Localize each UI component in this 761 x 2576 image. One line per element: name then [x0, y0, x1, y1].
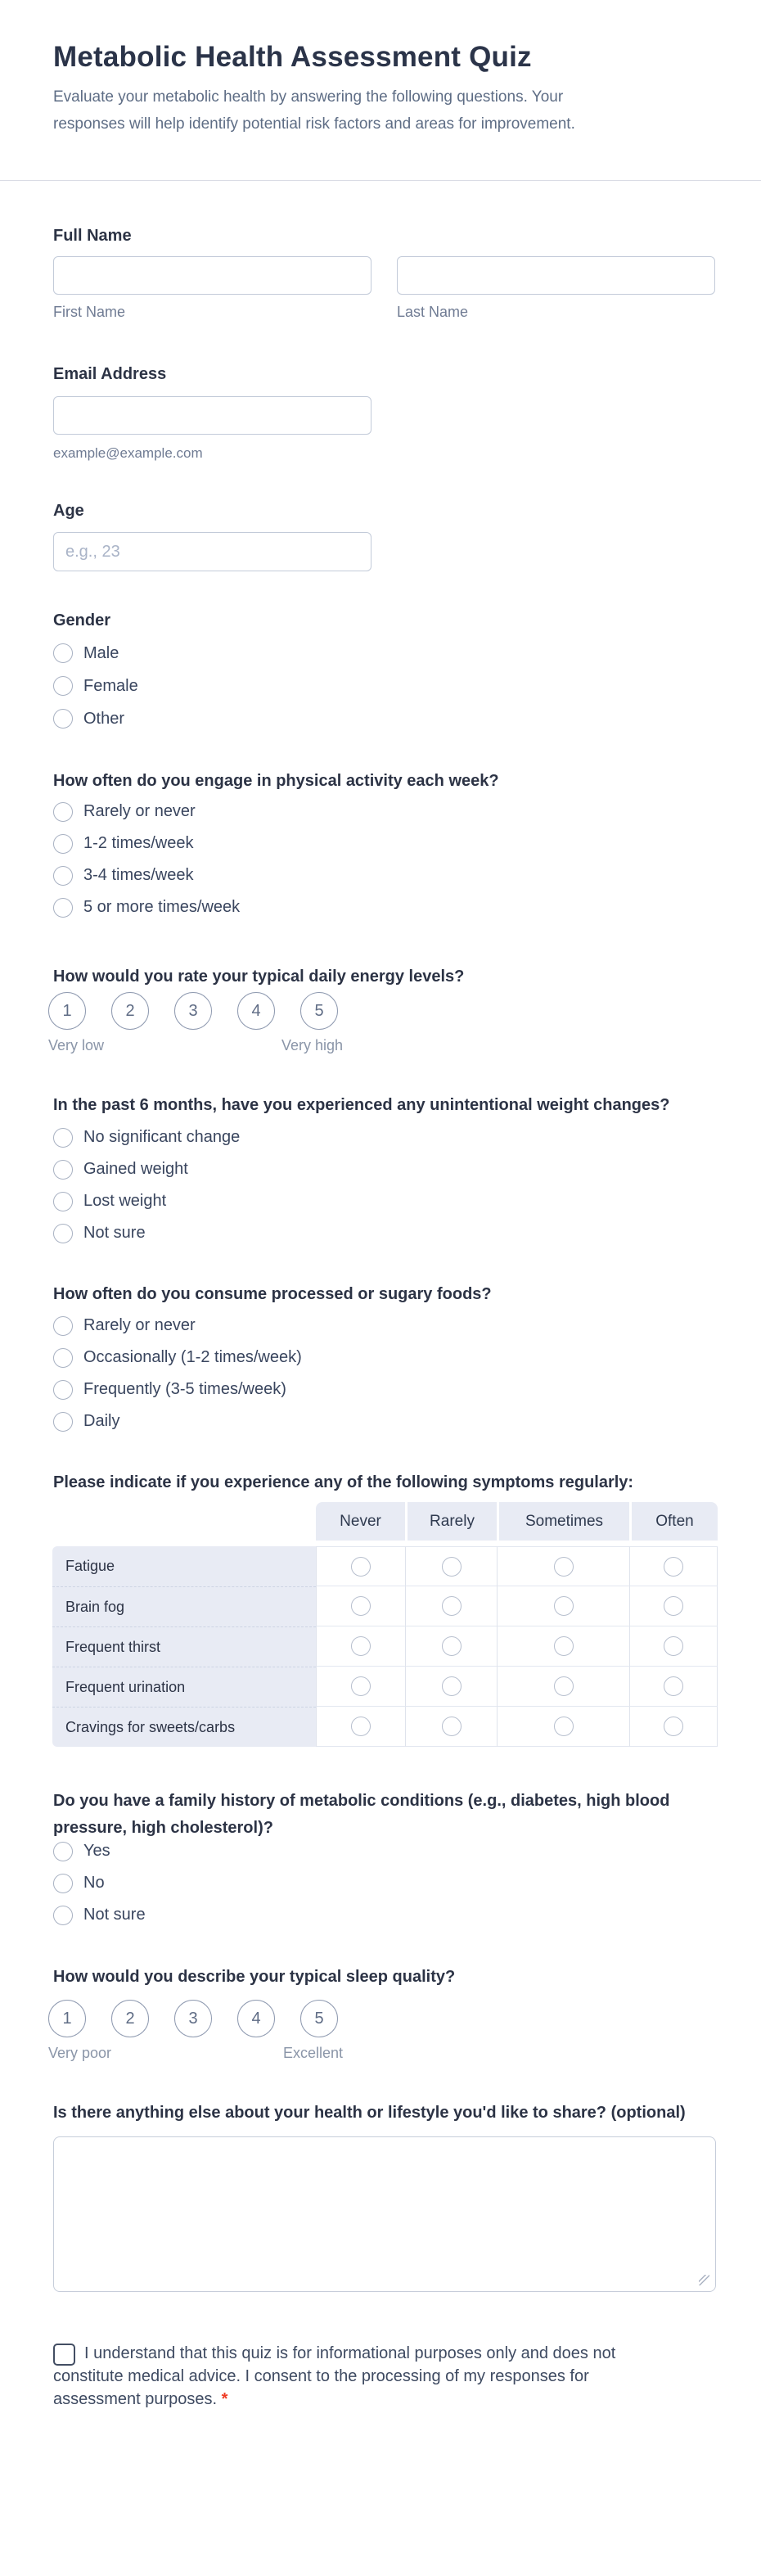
- radio-button-icon[interactable]: [53, 676, 73, 696]
- radio-button-icon[interactable]: [53, 1906, 73, 1925]
- header-divider: [0, 180, 761, 181]
- full-name-label: Full Name: [53, 227, 132, 245]
- radio-button-icon[interactable]: [53, 1348, 73, 1368]
- share-textarea[interactable]: [53, 2136, 716, 2292]
- matrix-cell-fatigue-sometimes[interactable]: [497, 1546, 629, 1586]
- textarea-resize-handle-icon[interactable]: [699, 2275, 709, 2285]
- radio-button-icon[interactable]: [554, 1717, 574, 1736]
- matrix-cell-brainfog-sometimes[interactable]: [497, 1586, 629, 1626]
- radio-button-icon[interactable]: [664, 1636, 683, 1656]
- activity-options: [53, 796, 240, 923]
- activity-option-1-2[interactable]: [53, 828, 240, 859]
- radio-button-icon[interactable]: [664, 1557, 683, 1577]
- radio-button-icon[interactable]: [442, 1557, 462, 1577]
- matrix-cell-thirst-never[interactable]: [316, 1626, 405, 1667]
- matrix-row-label: Frequent urination: [52, 1667, 316, 1707]
- sleep-question: How would you describe your typical sleep quality?: [53, 1968, 456, 1986]
- gender-option-other[interactable]: [53, 702, 138, 735]
- weight-option-no-change[interactable]: [53, 1121, 240, 1153]
- email-label: Email Address: [53, 365, 167, 383]
- option-label[interactable]: Yes: [83, 1842, 110, 1860]
- last-name-sublabel: Last Name: [397, 304, 469, 320]
- first-name-input[interactable]: [53, 256, 371, 295]
- sleep-scale-2[interactable]: [111, 2000, 149, 2037]
- email-sublabel: example@example.com: [53, 445, 203, 461]
- radio-button-icon[interactable]: [351, 1596, 371, 1616]
- matrix-cell-cravings-sometimes[interactable]: [497, 1707, 629, 1747]
- option-label[interactable]: 3-4 times/week: [83, 866, 194, 884]
- matrix-cell-brainfog-never[interactable]: [316, 1586, 405, 1626]
- matrix-row-label: Brain fog: [52, 1586, 316, 1626]
- matrix-cell-thirst-often[interactable]: [629, 1626, 718, 1667]
- activity-option-5-more[interactable]: [53, 891, 240, 923]
- matrix-cell-fatigue-often[interactable]: [629, 1546, 718, 1586]
- option-label[interactable]: Daily: [83, 1412, 120, 1430]
- option-label[interactable]: No: [83, 1874, 105, 1892]
- page-description: Evaluate your metabolic health by answering the following questions. Your responses will help identify potential risk factors and areas for improvement.: [53, 88, 575, 133]
- radio-button-icon[interactable]: [664, 1717, 683, 1736]
- sugary-question: How often do you consume processed or sugary foods?: [53, 1285, 492, 1303]
- scale-number: 3: [188, 2009, 198, 2028]
- matrix-cell-thirst-rarely[interactable]: [405, 1626, 497, 1667]
- sugary-option-rarely[interactable]: [53, 1310, 302, 1342]
- option-label[interactable]: Gained weight: [83, 1160, 188, 1178]
- option-label[interactable]: No significant change: [83, 1128, 241, 1146]
- sleep-scale-3[interactable]: [174, 2000, 212, 2037]
- symptoms-matrix-table: [52, 1502, 718, 1747]
- age-label: Age: [53, 502, 84, 520]
- scale-number: 1: [62, 1001, 72, 1020]
- scale-number: 4: [251, 1001, 261, 1020]
- radio-button-icon[interactable]: [554, 1636, 574, 1656]
- family-option-no[interactable]: [53, 1867, 146, 1899]
- gender-options: [53, 637, 138, 735]
- consent-label[interactable]: [53, 2342, 646, 2411]
- consent-checkbox[interactable]: [53, 2344, 75, 2366]
- sleep-scale-labels: [48, 2045, 343, 2062]
- matrix-col-header: Rarely: [405, 1502, 497, 1541]
- weight-option-lost[interactable]: [53, 1185, 240, 1217]
- last-name-input[interactable]: [397, 256, 715, 295]
- age-input[interactable]: [53, 532, 371, 571]
- energy-question: How would you rate your typical daily energy levels?: [53, 968, 465, 986]
- family-question: Do you have a family history of metabolic conditions (e.g., diabetes, high blood pressure, high cholesterol)?: [53, 1792, 670, 1837]
- matrix-col-header: Often: [629, 1502, 718, 1541]
- radio-button-icon[interactable]: [53, 1380, 73, 1400]
- option-label[interactable]: Female: [83, 676, 138, 695]
- matrix-row-label: Cravings for sweets/carbs: [52, 1707, 316, 1747]
- radio-button-icon[interactable]: [442, 1596, 462, 1616]
- radio-button-icon[interactable]: [53, 866, 73, 886]
- scale-number: 1: [62, 2009, 72, 2028]
- scale-min-label: Very low: [48, 1037, 105, 1053]
- energy-scale: [48, 992, 338, 1030]
- matrix-cell-urination-never[interactable]: [316, 1667, 405, 1707]
- radio-button-icon[interactable]: [351, 1676, 371, 1696]
- radio-button-icon[interactable]: [351, 1557, 371, 1577]
- radio-button-icon[interactable]: [554, 1557, 574, 1577]
- matrix-col-header: Never: [316, 1502, 405, 1541]
- activity-question: How often do you engage in physical activity each week?: [53, 772, 499, 790]
- matrix-cell-thirst-sometimes[interactable]: [497, 1626, 629, 1667]
- radio-button-icon[interactable]: [442, 1676, 462, 1696]
- matrix-row-label: Fatigue: [52, 1546, 316, 1586]
- matrix-cell-urination-sometimes[interactable]: [497, 1667, 629, 1707]
- radio-button-icon[interactable]: [53, 643, 73, 663]
- radio-button-icon[interactable]: [664, 1596, 683, 1616]
- radio-button-icon[interactable]: [53, 1160, 73, 1180]
- option-label[interactable]: 1-2 times/week: [83, 834, 194, 852]
- consent-section: [53, 2342, 646, 2411]
- matrix-corner-spacer: [52, 1502, 316, 1541]
- matrix-cell-brainfog-rarely[interactable]: [405, 1586, 497, 1626]
- option-label[interactable]: Not sure: [83, 1906, 146, 1924]
- scale-number: 4: [251, 2009, 261, 2028]
- radio-button-icon[interactable]: [53, 898, 73, 918]
- radio-button-icon[interactable]: [53, 1842, 73, 1861]
- sleep-scale: [48, 2000, 338, 2037]
- matrix-col-header: Sometimes: [497, 1502, 629, 1541]
- matrix-cell-cravings-never[interactable]: [316, 1707, 405, 1747]
- scale-number: 2: [125, 1001, 135, 1020]
- scale-max-label: Excellent: [282, 2045, 343, 2061]
- gender-option-male[interactable]: [53, 637, 138, 670]
- matrix-cell-urination-rarely[interactable]: [405, 1667, 497, 1707]
- option-label[interactable]: 5 or more times/week: [83, 898, 241, 916]
- option-label[interactable]: Other: [83, 709, 125, 728]
- radio-button-icon[interactable]: [53, 1316, 73, 1336]
- share-question: Is there anything else about your health or lifestyle you'd like to share? (optional): [53, 2104, 686, 2122]
- option-label[interactable]: Male: [83, 643, 119, 662]
- matrix-cell-brainfog-often[interactable]: [629, 1586, 718, 1626]
- radio-button-icon[interactable]: [442, 1636, 462, 1656]
- weight-option-gained[interactable]: [53, 1153, 240, 1185]
- radio-button-icon[interactable]: [53, 1412, 73, 1432]
- scale-number: 2: [125, 2009, 135, 2028]
- sugary-options: [53, 1310, 302, 1437]
- energy-scale-5[interactable]: [300, 992, 338, 1030]
- option-label[interactable]: Occasionally (1-2 times/week): [83, 1348, 302, 1366]
- radio-button-icon[interactable]: [554, 1596, 574, 1616]
- matrix-body: [52, 1546, 718, 1747]
- consent-label-text[interactable]: I understand that this quiz is for informational purposes only and does not constitute medical advice. I consent to the processing of my responses for assessment purposes.: [53, 2344, 616, 2408]
- sugary-option-frequently[interactable]: [53, 1374, 302, 1405]
- radio-button-icon[interactable]: [53, 1874, 73, 1893]
- gender-label: Gender: [53, 611, 111, 629]
- option-label[interactable]: Not sure: [83, 1224, 146, 1242]
- symptoms-question: Please indicate if you experience any of the following symptoms regularly:: [53, 1473, 634, 1491]
- activity-option-rarely[interactable]: [53, 796, 240, 828]
- radio-button-icon[interactable]: [351, 1717, 371, 1736]
- matrix-cell-fatigue-rarely[interactable]: [405, 1546, 497, 1586]
- matrix-row-label: Frequent thirst: [52, 1626, 316, 1667]
- radio-button-icon[interactable]: [53, 1192, 73, 1211]
- page-title: Metabolic Health Assessment Quiz: [53, 41, 532, 73]
- sleep-scale-1[interactable]: [48, 2000, 86, 2037]
- matrix-cell-cravings-often[interactable]: [629, 1707, 718, 1747]
- family-option-not-sure[interactable]: [53, 1899, 146, 1931]
- matrix-cell-fatigue-never[interactable]: [316, 1546, 405, 1586]
- option-label[interactable]: Frequently (3-5 times/week): [83, 1380, 286, 1398]
- radio-button-icon[interactable]: [351, 1636, 371, 1656]
- matrix-cell-urination-often[interactable]: [629, 1667, 718, 1707]
- option-label[interactable]: Rarely or never: [83, 802, 196, 820]
- sugary-option-occasionally[interactable]: [53, 1342, 302, 1374]
- family-option-yes[interactable]: [53, 1835, 146, 1867]
- radio-button-icon[interactable]: [53, 802, 73, 822]
- first-name-sublabel: First Name: [53, 304, 126, 320]
- radio-button-icon[interactable]: [442, 1717, 462, 1736]
- sleep-scale-4[interactable]: [237, 2000, 275, 2037]
- email-input[interactable]: [53, 396, 371, 435]
- radio-button-icon[interactable]: [53, 1224, 73, 1243]
- radio-button-icon[interactable]: [53, 709, 73, 729]
- weight-option-not-sure[interactable]: [53, 1217, 240, 1249]
- family-options: [53, 1835, 146, 1931]
- scale-min-label: Very poor: [48, 2045, 112, 2061]
- matrix-header-row: [52, 1502, 718, 1541]
- scale-number: 5: [314, 2009, 324, 2028]
- required-asterisk: *: [221, 2390, 228, 2408]
- energy-scale-2[interactable]: [111, 992, 149, 1030]
- gender-option-female[interactable]: [53, 670, 138, 702]
- activity-option-3-4[interactable]: [53, 859, 240, 891]
- scale-max-label: Very high: [281, 1037, 343, 1053]
- sleep-scale-5[interactable]: [300, 2000, 338, 2037]
- option-label[interactable]: Rarely or never: [83, 1316, 196, 1334]
- option-label[interactable]: Lost weight: [83, 1192, 167, 1210]
- energy-scale-4[interactable]: [237, 992, 275, 1030]
- radio-button-icon[interactable]: [53, 1128, 73, 1148]
- energy-scale-labels: [48, 1037, 343, 1054]
- weight-options: [53, 1121, 240, 1249]
- scale-number: 5: [314, 1001, 324, 1020]
- radio-button-icon[interactable]: [664, 1676, 683, 1696]
- sugary-option-daily[interactable]: [53, 1405, 302, 1437]
- radio-button-icon[interactable]: [53, 834, 73, 854]
- radio-button-icon[interactable]: [554, 1676, 574, 1696]
- scale-number: 3: [188, 1001, 198, 1020]
- matrix-cell-cravings-rarely[interactable]: [405, 1707, 497, 1747]
- energy-scale-1[interactable]: [48, 992, 86, 1030]
- energy-scale-3[interactable]: [174, 992, 212, 1030]
- weight-question: In the past 6 months, have you experienced any unintentional weight changes?: [53, 1096, 670, 1114]
